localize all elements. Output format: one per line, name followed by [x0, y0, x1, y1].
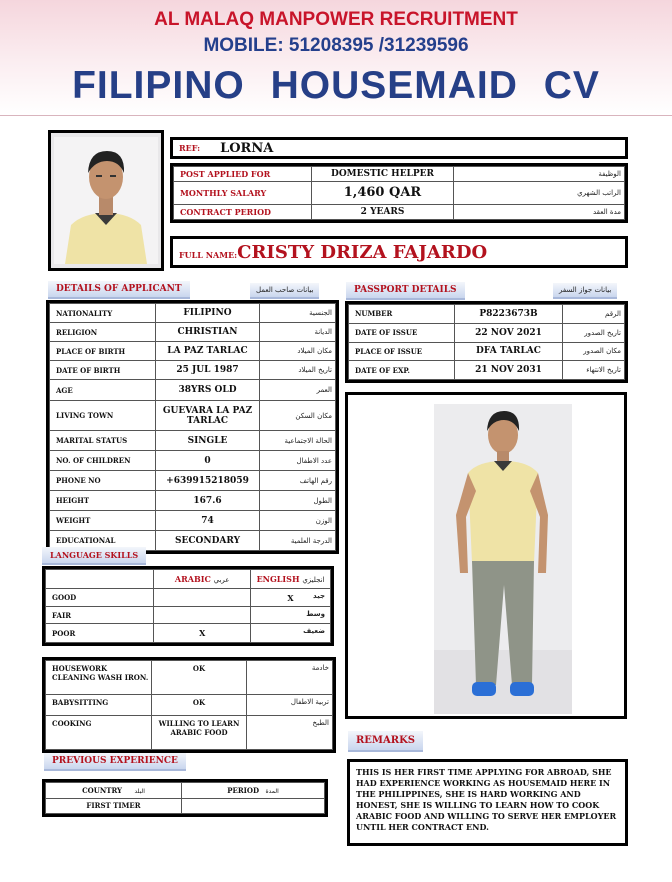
detail-value: GUEVARA LA PAZ TARLAC: [156, 401, 260, 431]
table-row: [50, 380, 336, 401]
period-header: [182, 783, 325, 799]
fair-arabic: [154, 607, 251, 624]
detail-label-ar: تاريخ الميلاد: [260, 361, 336, 380]
detail-value: LA PAZ TARLAC: [156, 342, 260, 361]
housework-label: HOUSEWORK CLEANING WASH IRON.: [46, 661, 152, 695]
detail-label: NATIONALITY: [50, 304, 156, 323]
full-name-value: CRISTY DRIZA FAJARDO: [237, 241, 488, 263]
detail-label-ar: عدد الاطفال: [260, 451, 336, 471]
detail-label: AGE: [50, 380, 156, 401]
table-row: [50, 491, 336, 511]
table-row: [46, 715, 333, 749]
table-row: [46, 798, 325, 814]
period-label: PERIOD: [227, 785, 260, 795]
remarks-tab: REMARKS: [348, 731, 423, 752]
detail-label: MARITAL STATUS: [50, 431, 156, 451]
table-row: [349, 305, 625, 324]
language-blank-header: [46, 570, 154, 589]
ref-value: LORNA: [220, 140, 274, 156]
detail-label-ar: العمر: [260, 380, 336, 401]
table-row: [50, 323, 336, 342]
table-row: [50, 511, 336, 531]
post-label-ar: الوظيفة: [454, 167, 625, 182]
full-body-image: [348, 395, 624, 716]
babysitting-value: OK: [152, 695, 247, 715]
details-tab: DETAILS OF APPLICANT: [48, 281, 190, 299]
passport-tab-ar: بيانات جواز السفر: [553, 283, 617, 299]
issue-date-value: 22 NOV 2021: [455, 323, 563, 342]
details-grid: [49, 303, 336, 551]
fair-label: FAIR: [46, 607, 154, 624]
cooking-label: COOKING: [46, 715, 152, 749]
detail-value: 167.6: [156, 491, 260, 511]
detail-value: 25 JUL 1987: [156, 361, 260, 380]
company-mobile: MOBILE: 51208395 /31239596: [203, 35, 469, 56]
issue-place-label: PLACE OF ISSUE: [349, 342, 455, 361]
table-row: [46, 588, 331, 607]
table-row: [46, 624, 331, 643]
contract-label: CONTRACT PERIOD: [174, 204, 312, 219]
expiry-label: DATE OF EXP.: [349, 361, 455, 380]
table-row: [46, 570, 331, 589]
table-row: [46, 607, 331, 624]
post-table: [170, 163, 628, 223]
table-row: [174, 204, 625, 219]
table-row: [46, 695, 333, 715]
cv-title: FILIPINO HOUSEMAID CV: [72, 64, 600, 107]
salary-label-ar: الراتب الشهري: [454, 182, 625, 204]
good-label: [46, 588, 154, 607]
detail-value: FILIPINO: [156, 304, 260, 323]
passport-tab: PASSPORT DETAILS: [346, 282, 465, 300]
babysitting-ar: تربية الاطفال: [247, 695, 333, 715]
ref-box: [170, 137, 628, 159]
salary-value: 1,460 QAR: [312, 182, 454, 204]
detail-label-ar: الدرجة العلمية: [260, 531, 336, 551]
table-row: [174, 167, 625, 182]
expiry-ar: تاريخ الانتهاء: [563, 361, 625, 380]
poor-arabic: X: [154, 624, 251, 643]
good-ar: جيد: [313, 591, 325, 600]
table-row: [50, 342, 336, 361]
issue-date-ar: تاريخ الصدور: [563, 323, 625, 342]
detail-value: CHRISTIAN: [156, 323, 260, 342]
good-arabic: [154, 588, 251, 607]
poor-label: POOR: [46, 624, 154, 643]
language-tab: LANGUAGE SKILLS: [42, 547, 146, 565]
table-row: [349, 323, 625, 342]
issue-place-value: DFA TARLAC: [455, 342, 563, 361]
previous-experience-table: [42, 779, 328, 817]
detail-value: +639915218059: [156, 471, 260, 491]
skills-table: [42, 657, 336, 753]
ref-label: REF:: [179, 143, 201, 153]
housework-ar: خادمة: [247, 661, 333, 695]
details-table: [46, 300, 339, 554]
arabic-header: [154, 570, 251, 589]
table-row: [50, 451, 336, 471]
cv-header: [0, 0, 672, 116]
detail-label-ar: الديانة: [260, 323, 336, 342]
period-value: [182, 798, 325, 814]
full-body-photo: [345, 392, 627, 719]
detail-label-ar: رقم الهاتف: [260, 471, 336, 491]
post-label: POST APPLIED FOR: [174, 167, 312, 182]
country-value: FIRST TIMER: [46, 798, 182, 814]
good-english-mark: X: [287, 592, 294, 603]
table-row: [50, 304, 336, 323]
salary-label: MONTHLY SALARY: [174, 182, 312, 204]
detail-label: PLACE OF BIRTH: [50, 342, 156, 361]
details-tab-ar: بيانات صاحب العمل: [250, 283, 319, 299]
portrait-photo: [48, 130, 164, 271]
passport-number-label: NUMBER: [349, 305, 455, 324]
country-label: COUNTRY: [82, 785, 123, 795]
table-row: [50, 431, 336, 451]
good-english: [251, 588, 331, 607]
table-row: [46, 661, 333, 695]
table-row: [50, 401, 336, 431]
country-label-ar: البلد: [134, 787, 145, 795]
language-table: [42, 566, 334, 646]
detail-value: 0: [156, 451, 260, 471]
full-name-label: FULL NAME:: [179, 250, 238, 260]
detail-value: SINGLE: [156, 431, 260, 451]
remarks-text: THIS IS HER FIRST TIME APPLYING FOR ABROAD, SHE HAD EXPERIENCE WORKING AS HOUSEMAID HERE IN THE PHILIPPINES, SHE IS HARD WORKING AND HONEST, SHE IS WILLING TO LEARN HOW TO COOK ARABIC FOOD AND WILLING TO SERVE HER EMPLOYER UNTIL HER CONTRACT END.: [356, 767, 617, 832]
fair-ar: وسط: [306, 610, 325, 619]
previous-experience-tab: PREVIOUS EXPERIENCE: [44, 753, 186, 771]
detail-label-ar: مكان الميلاد: [260, 342, 336, 361]
fair-english: [251, 607, 331, 624]
good-label-text: GOOD: [52, 593, 77, 602]
table-row: [349, 361, 625, 380]
cooking-ar: الطبخ: [247, 715, 333, 749]
company-name: AL MALAQ MANPOWER RECRUITMENT: [154, 9, 518, 30]
issue-date-label: DATE OF ISSUE: [349, 323, 455, 342]
country-header: [46, 783, 182, 799]
table-row: [50, 471, 336, 491]
english-label-ar: انجليزي: [302, 575, 325, 584]
table-row: [50, 361, 336, 380]
detail-label-ar: الجنسية: [260, 304, 336, 323]
detail-label: EDUCATIONAL: [50, 531, 156, 551]
english-header: [251, 570, 331, 589]
passport-number-value: P8223673B: [455, 305, 563, 324]
english-label: ENGLISH: [256, 573, 300, 584]
portrait-image: [51, 133, 161, 268]
table-row: [349, 342, 625, 361]
detail-label: NO. OF CHILDREN: [50, 451, 156, 471]
housework-value: OK: [152, 661, 247, 695]
remarks-box: [347, 759, 628, 846]
passport-table: [345, 301, 628, 383]
table-row: [174, 182, 625, 204]
detail-label: RELIGION: [50, 323, 156, 342]
contract-value: 2 YEARS: [312, 204, 454, 219]
detail-value: 38YRS OLD: [156, 380, 260, 401]
poor-ar: ضعيف: [303, 627, 325, 636]
table-row: [46, 783, 325, 799]
detail-value: SECONDARY: [156, 531, 260, 551]
detail-label-ar: الحالة الاجتماعية: [260, 431, 336, 451]
arabic-label-ar: عربي: [213, 575, 230, 584]
cooking-value: WILLING TO LEARN ARABIC FOOD: [152, 715, 247, 749]
arabic-label: ARABIC: [174, 573, 211, 584]
full-name-box: [170, 236, 628, 268]
post-value: DOMESTIC HELPER: [312, 167, 454, 182]
passport-number-ar: الرقم: [563, 305, 625, 324]
contract-label-ar: مدة العقد: [454, 204, 625, 219]
detail-label: DATE OF BIRTH: [50, 361, 156, 380]
issue-place-ar: مكان الصدور: [563, 342, 625, 361]
poor-english: [251, 624, 331, 643]
detail-value: 74: [156, 511, 260, 531]
babysitting-label: BABYSITTING: [46, 695, 152, 715]
detail-label-ar: مكان السكن: [260, 401, 336, 431]
expiry-value: 21 NOV 2031: [455, 361, 563, 380]
detail-label: PHONE NO: [50, 471, 156, 491]
detail-label-ar: الوزن: [260, 511, 336, 531]
detail-label: LIVING TOWN: [50, 401, 156, 431]
detail-label: HEIGHT: [50, 491, 156, 511]
detail-label-ar: الطول: [260, 491, 336, 511]
period-label-ar: المدة: [265, 787, 279, 795]
detail-label: WEIGHT: [50, 511, 156, 531]
